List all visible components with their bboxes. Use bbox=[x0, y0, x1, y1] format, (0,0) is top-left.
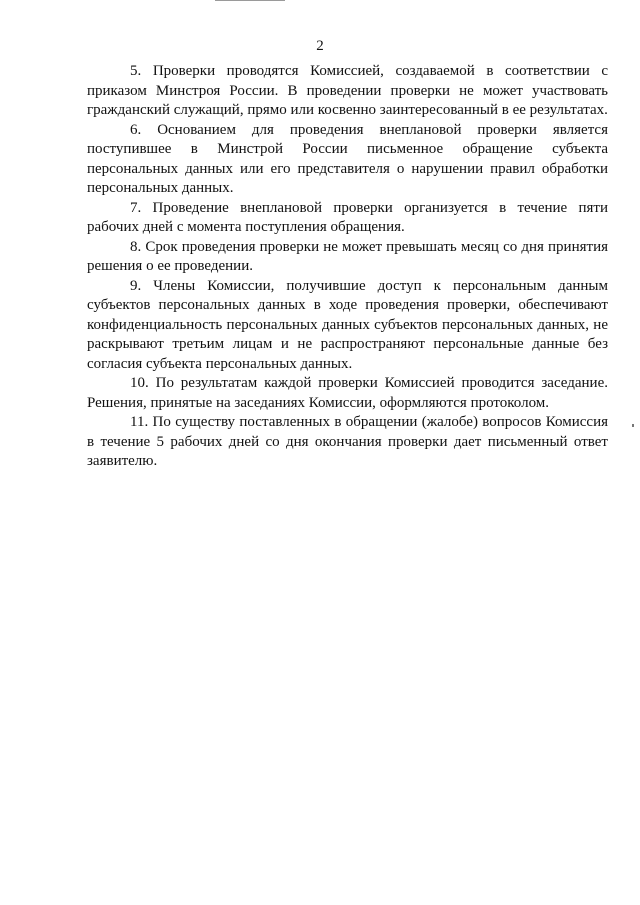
paragraph-7: 7. Проведение внеплановой проверки организуется в течение пяти рабочих дней с момента поступления обращения. bbox=[87, 199, 608, 235]
paragraph-8: 8. Срок проведения проверки не может превышать месяц со дня принятия решения о ее проведении. bbox=[87, 238, 608, 274]
scan-edge-mark bbox=[632, 424, 634, 427]
paragraph-11: 11. По существу поставленных в обращении (жалобе) вопросов Комиссия в течение 5 рабочих дней со дня окончания проверки дает письменный ответ заявителю. bbox=[87, 414, 608, 469]
paragraph-10: 10. По результатам каждой проверки Комиссией проводится заседание. Решения, принятые на заседаниях Комиссии, оформляются протоколом. bbox=[87, 375, 608, 411]
paragraph-5: 5. Проверки проводятся Комиссией, создаваемой в соответствии с приказом Минстроя России. В проведении проверки не может участвовать гражданский служащий, прямо или косвенно заинтересованный в ее результатах. bbox=[87, 63, 608, 118]
paragraph-6: 6. Основанием для проведения внеплановой проверки является поступившее в Минстрой России письменное обращение субъекта персональных данных или его представителя о нарушении правил обработки персональных данных. bbox=[87, 121, 608, 196]
scan-artifact-line bbox=[215, 0, 285, 1]
page-number: 2 bbox=[316, 38, 324, 54]
paragraph-9: 9. Члены Комиссии, получившие доступ к персональным данным субъектов персональных данных в ходе проведения проверки, обеспечивают конфиденциальность персональных данных субъектов персональных данных, не раскрывают третьим лицам и не распространяют персональные данные без согласия субъекта персональных данных. bbox=[87, 277, 608, 372]
document-body bbox=[87, 62, 608, 472]
